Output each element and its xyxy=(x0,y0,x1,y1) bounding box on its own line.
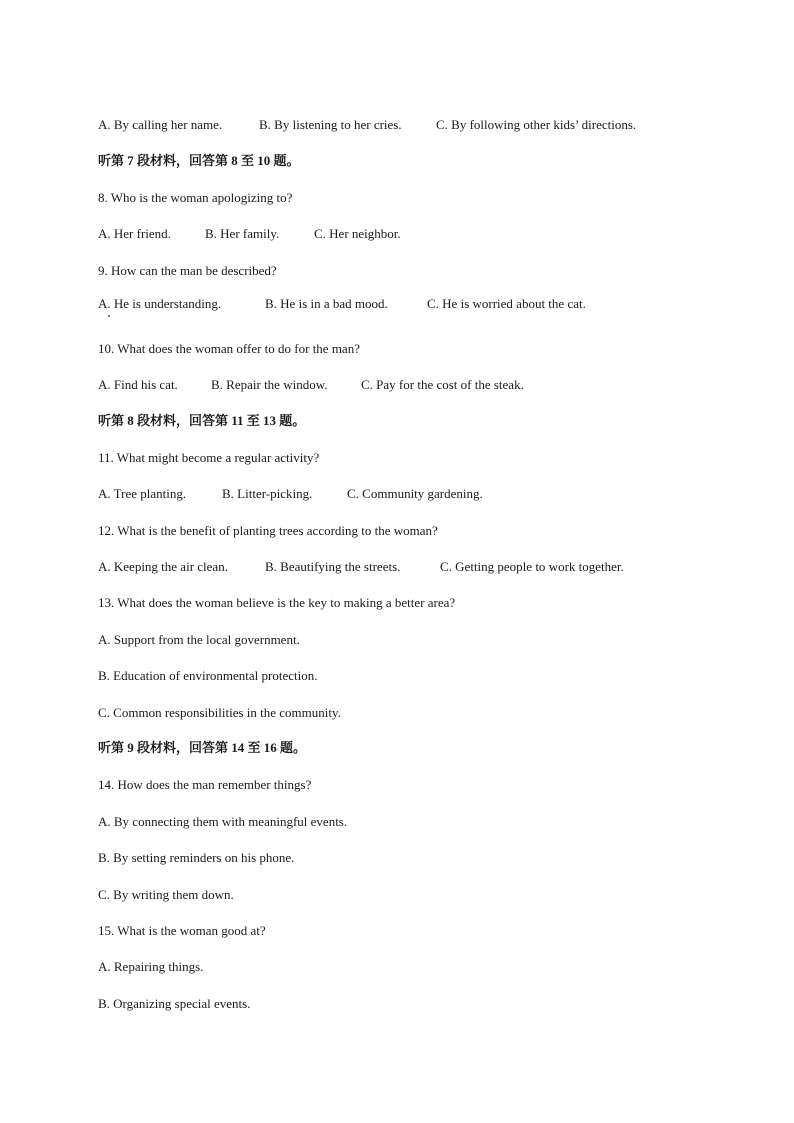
q11-question: 11. What might become a regular activity? xyxy=(98,450,320,465)
q12-question: 12. What is the benefit of planting trees according to the woman? xyxy=(98,523,438,538)
q12-option-b: B. Beautifying the streets. xyxy=(265,559,401,574)
q13-option-a: A. Support from the local government. xyxy=(98,632,300,647)
q15-question: 15. What is the woman good at? xyxy=(98,923,266,938)
q14-option-c: C. By writing them down. xyxy=(98,887,234,902)
q13-option-c: C. Common responsibilities in the community. xyxy=(98,705,341,720)
q7-option-b: B. By listening to her cries. xyxy=(259,117,402,132)
q14-option-b: B. By setting reminders on his phone. xyxy=(98,850,295,865)
q8-option-c: C. Her neighbor. xyxy=(314,226,401,241)
q12-option-a: A. Keeping the air clean. xyxy=(98,559,228,574)
section-7-heading: 听第 7 段材料，回答第 8 至 10 题。 xyxy=(98,153,300,168)
q9-option-b: B. He is in a bad mood. xyxy=(265,296,388,311)
q7-option-c: C. By following other kids’ directions. xyxy=(436,117,637,132)
q8-option-b: B. Her family. xyxy=(205,226,280,241)
section-9-heading: 听第 9 段材料，回答第 14 至 16 题。 xyxy=(98,740,307,755)
q14-question: 14. How does the man remember things? xyxy=(98,777,312,792)
q10-question: 10. What does the woman offer to do for the man? xyxy=(98,341,360,356)
q15-option-a: A. Repairing things. xyxy=(98,959,204,974)
q13-question: 13. What does the woman believe is the key to making a better area? xyxy=(98,595,456,610)
stray-mark xyxy=(108,315,110,317)
q11-option-a: A. Tree planting. xyxy=(98,486,187,501)
q9-option-c: C. He is worried about the cat. xyxy=(427,296,586,311)
q11-option-b: B. Litter-picking. xyxy=(222,486,313,501)
q8-option-a: A. Her friend. xyxy=(98,226,171,241)
section-8-heading: 听第 8 段材料，回答第 11 至 13 题。 xyxy=(98,413,306,428)
q11-option-c: C. Community gardening. xyxy=(347,486,483,501)
q9-question: 9. How can the man be described? xyxy=(98,263,277,278)
q9-option-a: A. He is understanding. xyxy=(98,296,222,311)
q13-option-b: B. Education of environmental protection. xyxy=(98,668,318,683)
q10-option-b: B. Repair the window. xyxy=(211,377,328,392)
q15-option-b: B. Organizing special events. xyxy=(98,996,251,1011)
q12-option-c: C. Getting people to work together. xyxy=(440,559,624,574)
q7-option-a: A. By calling her name. xyxy=(98,117,223,132)
q10-option-c: C. Pay for the cost of the steak. xyxy=(361,377,524,392)
q10-option-a: A. Find his cat. xyxy=(98,377,178,392)
q8-question: 8. Who is the woman apologizing to? xyxy=(98,190,293,205)
q14-option-a: A. By connecting them with meaningful events. xyxy=(98,814,348,829)
